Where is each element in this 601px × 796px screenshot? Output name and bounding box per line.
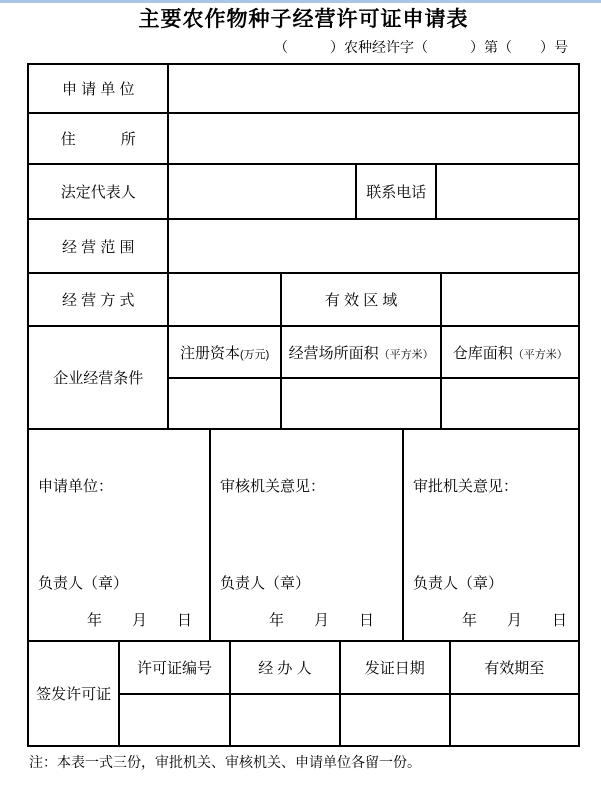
applicant-sign-label: 负责人（章） — [38, 575, 129, 592]
license-number-header-cell: 许可证编号 — [119, 641, 229, 694]
registered-capital-label: 注册资本 — [180, 344, 241, 362]
applicant-label-cell: 申 请 单 位 — [28, 64, 168, 113]
issue-date-header-cell: 发证日期 — [340, 641, 449, 694]
premises-area-value-cell[interactable] — [281, 378, 442, 429]
registered-capital-unit: (万元) — [240, 348, 270, 361]
premises-area-label: 经营场所面积 — [288, 344, 379, 362]
approval-authority-opinion-cell[interactable] — [402, 428, 580, 642]
valid-until-value-cell[interactable] — [450, 694, 580, 746]
applicant-value-cell[interactable] — [168, 64, 579, 113]
approval-sign-label: 负责人（章） — [413, 575, 504, 592]
row-address — [28, 113, 579, 164]
review-sign-label: 负责人（章） — [220, 575, 311, 592]
registered-capital-value-cell[interactable] — [168, 378, 280, 429]
issue-date-value-cell[interactable] — [340, 694, 449, 746]
approval-opinion-heading: 审批机关意见： — [413, 478, 519, 495]
warehouse-area-value-cell[interactable] — [441, 378, 579, 429]
premises-area-unit: （平方米） — [378, 348, 434, 361]
business-mode-label-cell: 经 营 方 式 — [28, 273, 168, 326]
applicant-date-label: 年 月 日 — [87, 612, 193, 629]
warehouse-area-header-cell — [441, 326, 579, 378]
registered-capital-header-cell — [168, 326, 280, 378]
signoff-section — [27, 428, 580, 642]
review-opinion-heading: 审核机关意见： — [220, 478, 326, 495]
row-legal-rep — [28, 164, 579, 219]
approval-date-label: 年 月 日 — [462, 612, 568, 629]
top-accent-bar — [0, 0, 601, 3]
row-conditions-headers — [28, 326, 579, 378]
row-business-mode — [28, 273, 579, 326]
valid-until-header-cell: 有效期至 — [450, 641, 580, 694]
doc-number-line: （ ）农种经许字（ ）第（ ）号 — [274, 39, 568, 55]
page-title: 主要农作物种子经营许可证申请表 — [138, 8, 469, 31]
handler-header-cell: 经 办 人 — [230, 641, 340, 694]
footnote: 注：本表一式三份，审批机关、审核机关、申请单位各留一份。 — [29, 754, 421, 770]
handler-value-cell[interactable] — [230, 694, 340, 746]
applicant-signoff-heading: 申请单位： — [38, 478, 114, 495]
business-scope-label-cell: 经 营 范 围 — [28, 219, 168, 273]
row-business-scope — [28, 219, 579, 273]
warehouse-area-label: 仓库面积 — [452, 344, 513, 362]
row-issue-headers — [28, 641, 579, 694]
conditions-label-cell: 企业经营条件 — [28, 326, 168, 429]
legal-rep-label-cell: 法定代表人 — [28, 164, 168, 219]
legal-rep-value-cell[interactable] — [168, 164, 356, 219]
row-applicant — [28, 64, 579, 113]
review-authority-opinion-cell[interactable] — [209, 428, 404, 642]
address-value-cell[interactable] — [168, 113, 579, 164]
review-date-label: 年 月 日 — [269, 612, 375, 629]
application-form-table — [27, 63, 580, 747]
business-scope-value-cell[interactable] — [168, 219, 579, 273]
valid-region-label-cell: 有 效 区 域 — [281, 273, 442, 326]
form-page — [27, 7, 580, 771]
license-number-value-cell[interactable] — [119, 694, 229, 746]
applicant-signoff-cell[interactable] — [27, 428, 211, 642]
warehouse-area-unit: （平方米） — [512, 348, 568, 361]
main-info-table — [27, 63, 580, 430]
business-mode-value-cell[interactable] — [168, 273, 280, 326]
valid-region-value-cell[interactable] — [441, 273, 579, 326]
issue-license-label-cell: 签发许可证 — [28, 641, 119, 746]
phone-label-cell: 联系电话 — [356, 164, 436, 219]
premises-area-header-cell — [281, 326, 442, 378]
license-issue-table — [27, 640, 580, 747]
phone-value-cell[interactable] — [436, 164, 579, 219]
address-label-cell: 住 所 — [28, 113, 168, 164]
